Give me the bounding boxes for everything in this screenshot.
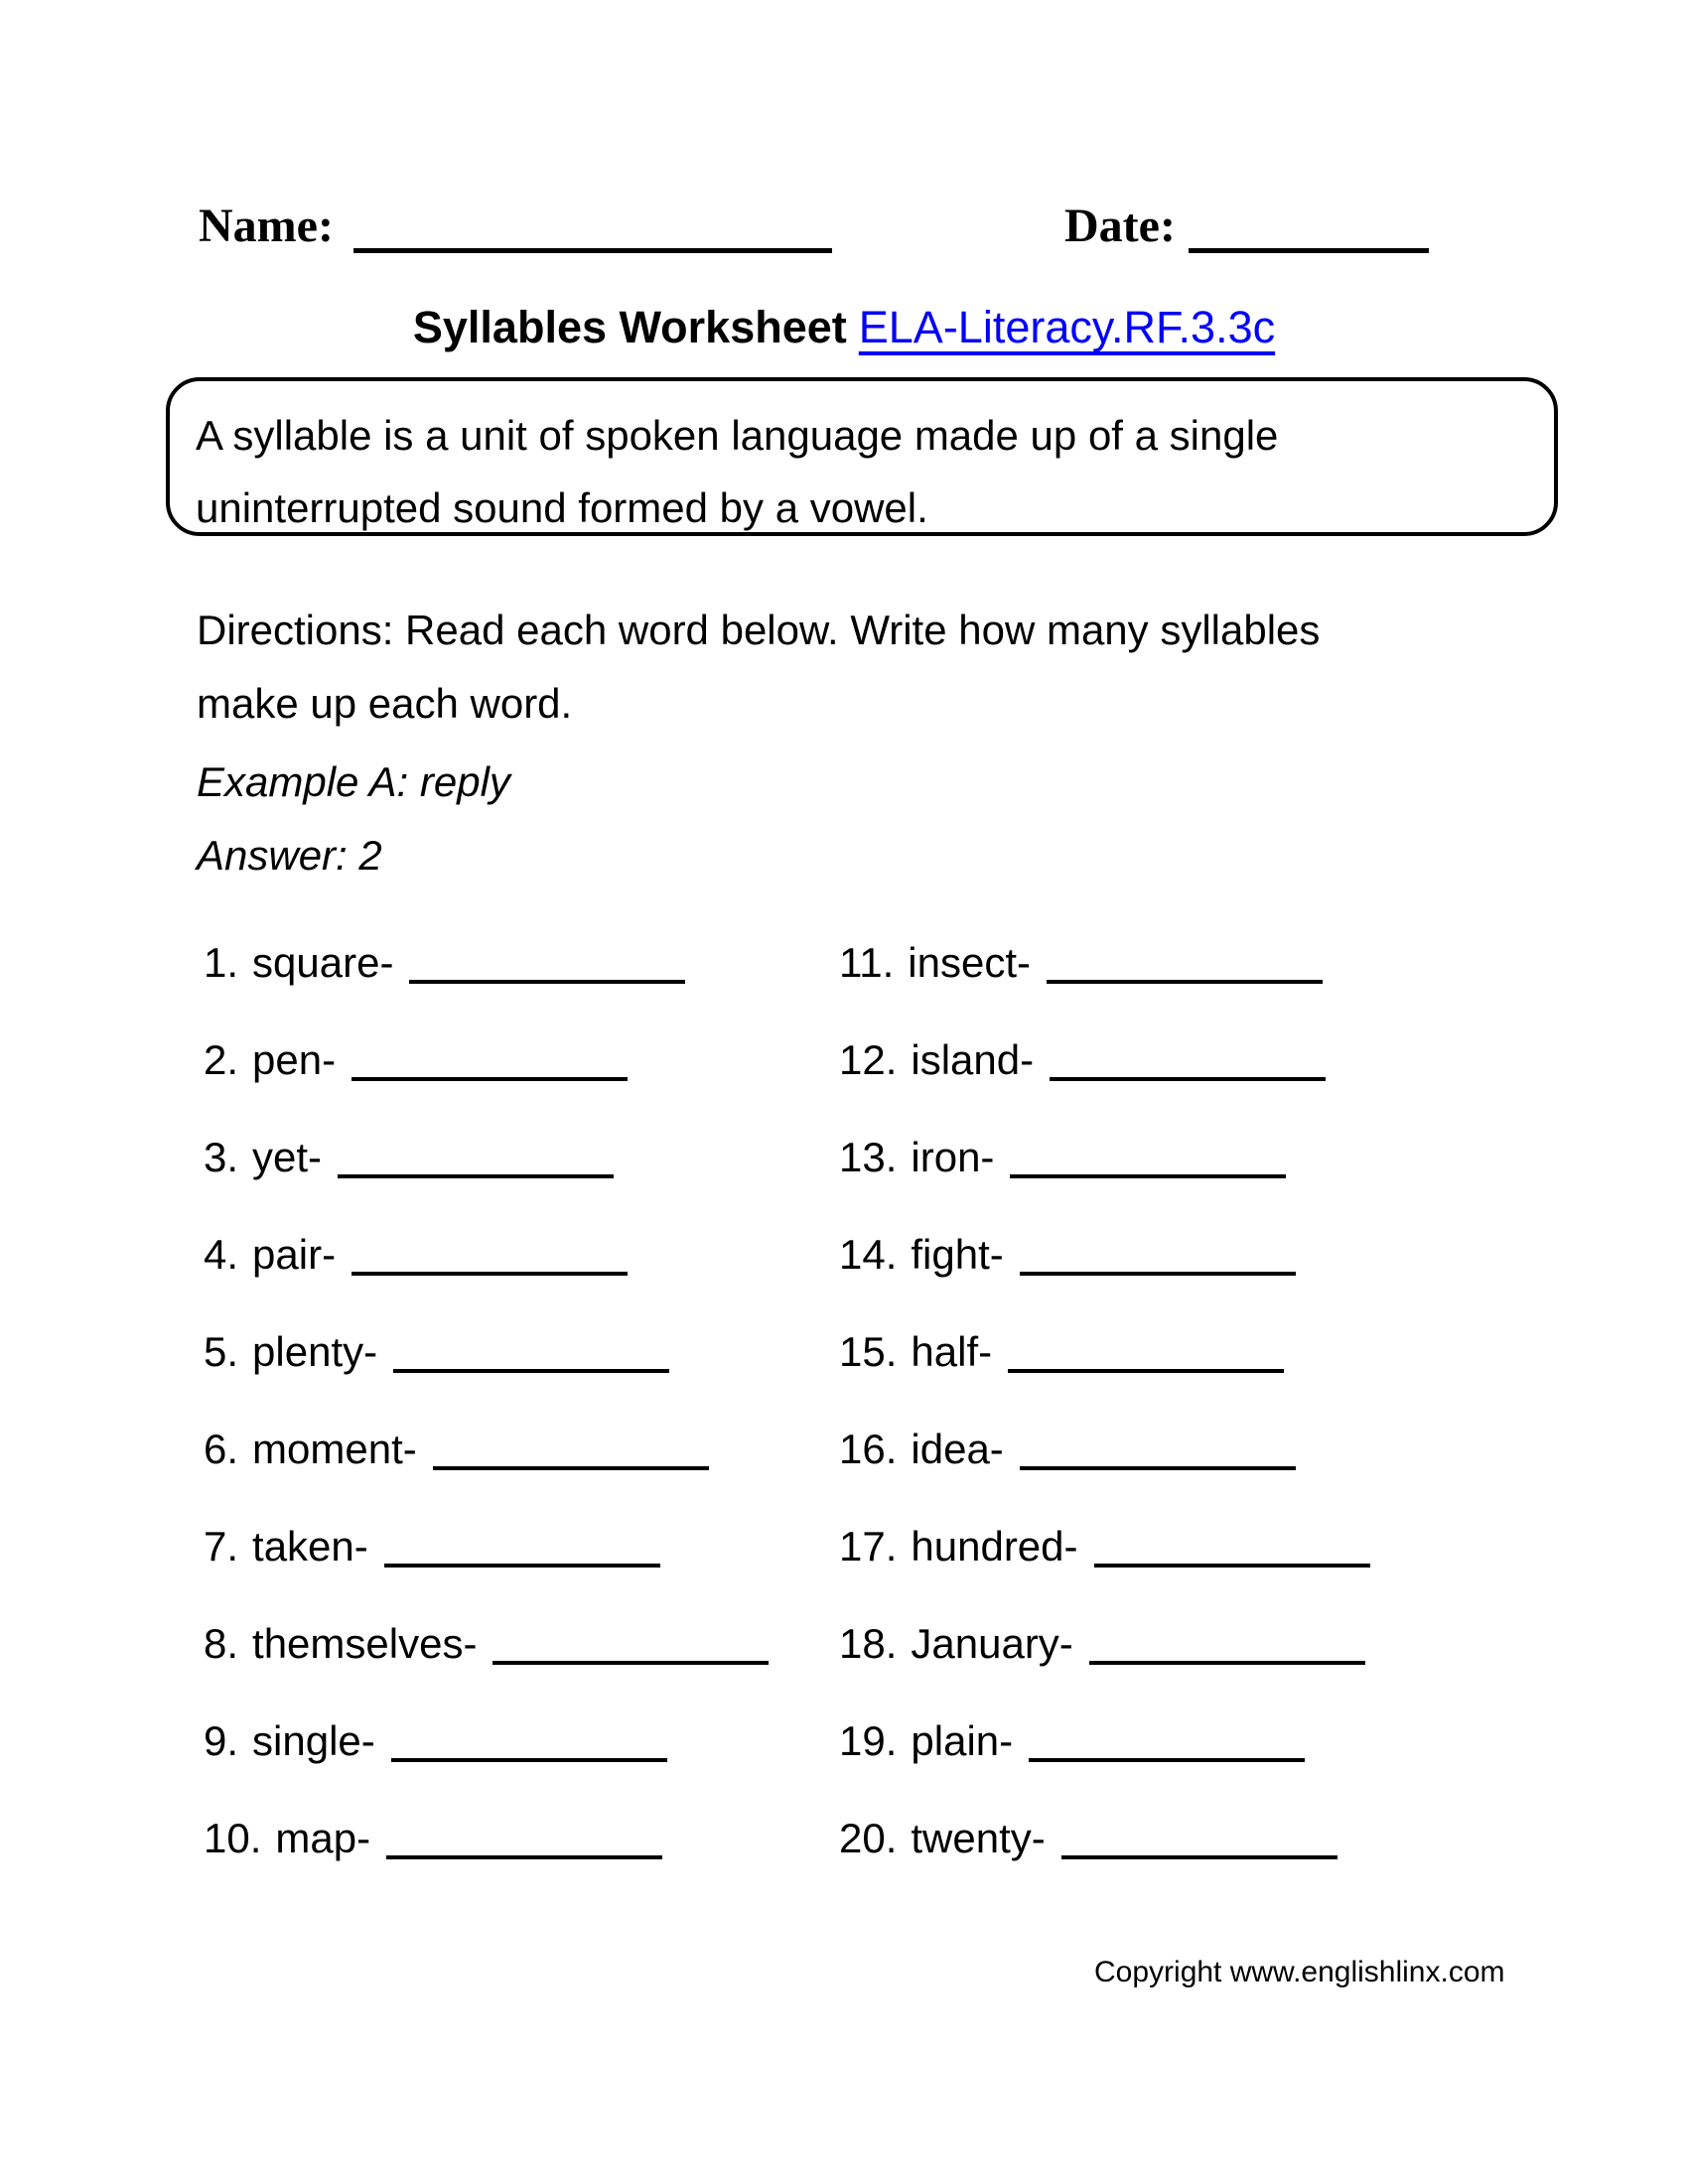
item-word: moment- (252, 1426, 417, 1472)
item-word: fight- (911, 1231, 1004, 1278)
item-number: 16. (839, 1426, 898, 1472)
name-label: Name: (199, 200, 334, 252)
answer-blank-line (1029, 1724, 1305, 1762)
list-item (204, 1717, 769, 1815)
answer-blank-line (1089, 1627, 1365, 1665)
item-number: 1. (204, 939, 239, 986)
answer-blank-line (409, 946, 685, 984)
definition-line-1: A syllable is a unit of spoken language made up of a single (196, 412, 1279, 459)
directions-text (197, 594, 1320, 741)
item-word: square- (252, 939, 394, 986)
syllables-list-left (204, 939, 769, 1912)
date-blank-line (1189, 248, 1429, 253)
item-number: 15. (839, 1328, 898, 1375)
item-number: 17. (839, 1523, 898, 1570)
worksheet-title-text: Syllables Worksheet (412, 302, 847, 352)
answer-blank-line (352, 1238, 628, 1276)
answer-blank-line (391, 1724, 667, 1762)
answer-blank-line (1094, 1530, 1370, 1568)
list-item (204, 1426, 769, 1523)
answer-blank-line (386, 1822, 662, 1859)
answer-blank-line (1020, 1238, 1296, 1276)
answer-blank-line (352, 1043, 628, 1081)
name-blank-line (353, 248, 832, 253)
item-word: map- (275, 1815, 371, 1861)
syllables-list-right (839, 939, 1370, 1912)
answer-blank-line (492, 1627, 769, 1665)
item-number: 19. (839, 1717, 898, 1764)
item-word: idea- (911, 1426, 1004, 1472)
directions-line-1: Directions: Read each word below. Write how many syllables (197, 607, 1321, 653)
item-word: pair- (252, 1231, 337, 1278)
answer-blank-line (1061, 1822, 1337, 1859)
date-label: Date: (1064, 200, 1176, 252)
item-number: 2. (204, 1036, 239, 1083)
answer-blank-line (1050, 1043, 1326, 1081)
item-number: 3. (204, 1134, 239, 1180)
list-item (839, 1717, 1370, 1815)
item-number: 9. (204, 1717, 239, 1764)
item-word: yet- (252, 1134, 323, 1180)
answer-blank-line (393, 1335, 669, 1373)
standard-link[interactable]: ELA-Literacy.RF.3.3c (858, 302, 1276, 352)
list-item (839, 939, 1370, 1036)
definition-line-2: uninterrupted sound formed by a vowel. (196, 484, 928, 531)
list-item (204, 1036, 769, 1134)
list-item (204, 1523, 769, 1620)
item-word: hundred- (911, 1523, 1078, 1570)
list-item (839, 1815, 1370, 1912)
item-number: 8. (204, 1620, 239, 1667)
item-number: 12. (839, 1036, 898, 1083)
list-item (839, 1036, 1370, 1134)
list-item (839, 1328, 1370, 1426)
answer-text: Answer: 2 (197, 832, 382, 879)
item-number: 20. (839, 1815, 898, 1861)
item-word: iron- (911, 1134, 995, 1180)
list-item (839, 1134, 1370, 1231)
item-number: 11. (839, 939, 895, 986)
answer-blank-line (338, 1141, 614, 1178)
item-word: plenty- (252, 1328, 378, 1375)
directions-line-2: make up each word. (197, 680, 573, 727)
item-number: 7. (204, 1523, 239, 1570)
list-item (204, 1134, 769, 1231)
item-word: taken- (252, 1523, 368, 1570)
item-number: 5. (204, 1328, 239, 1375)
item-word: single- (252, 1717, 375, 1764)
item-number: 13. (839, 1134, 898, 1180)
list-item (839, 1426, 1370, 1523)
item-number: 18. (839, 1620, 898, 1667)
list-item (204, 1231, 769, 1328)
item-word: pen- (252, 1036, 337, 1083)
list-item (204, 1328, 769, 1426)
item-word: plain- (911, 1717, 1014, 1764)
item-number: 10. (204, 1815, 262, 1861)
answer-blank-line (433, 1433, 709, 1470)
worksheet-title (0, 302, 1688, 353)
list-item (839, 1231, 1370, 1328)
answer-blank-line (1010, 1141, 1286, 1178)
answer-blank-line (1047, 946, 1323, 984)
item-number: 4. (204, 1231, 239, 1278)
item-word: half- (911, 1328, 993, 1375)
list-item (839, 1523, 1370, 1620)
answer-blank-line (1020, 1433, 1296, 1470)
copyright-text: Copyright www.englishlinx.com (1094, 1956, 1505, 1988)
item-word: January- (911, 1620, 1073, 1667)
answer-blank-line (1008, 1335, 1284, 1373)
item-word: themselves- (252, 1620, 478, 1667)
list-item (204, 939, 769, 1036)
list-item (204, 1815, 769, 1912)
item-number: 14. (839, 1231, 898, 1278)
item-word: twenty- (911, 1815, 1046, 1861)
definition-box (166, 377, 1558, 536)
item-number: 6. (204, 1426, 239, 1472)
item-word: insect- (908, 939, 1031, 986)
item-word: island- (911, 1036, 1035, 1083)
answer-blank-line (384, 1530, 660, 1568)
list-item (204, 1620, 769, 1717)
list-item (839, 1620, 1370, 1717)
example-text: Example A: reply (197, 758, 510, 805)
